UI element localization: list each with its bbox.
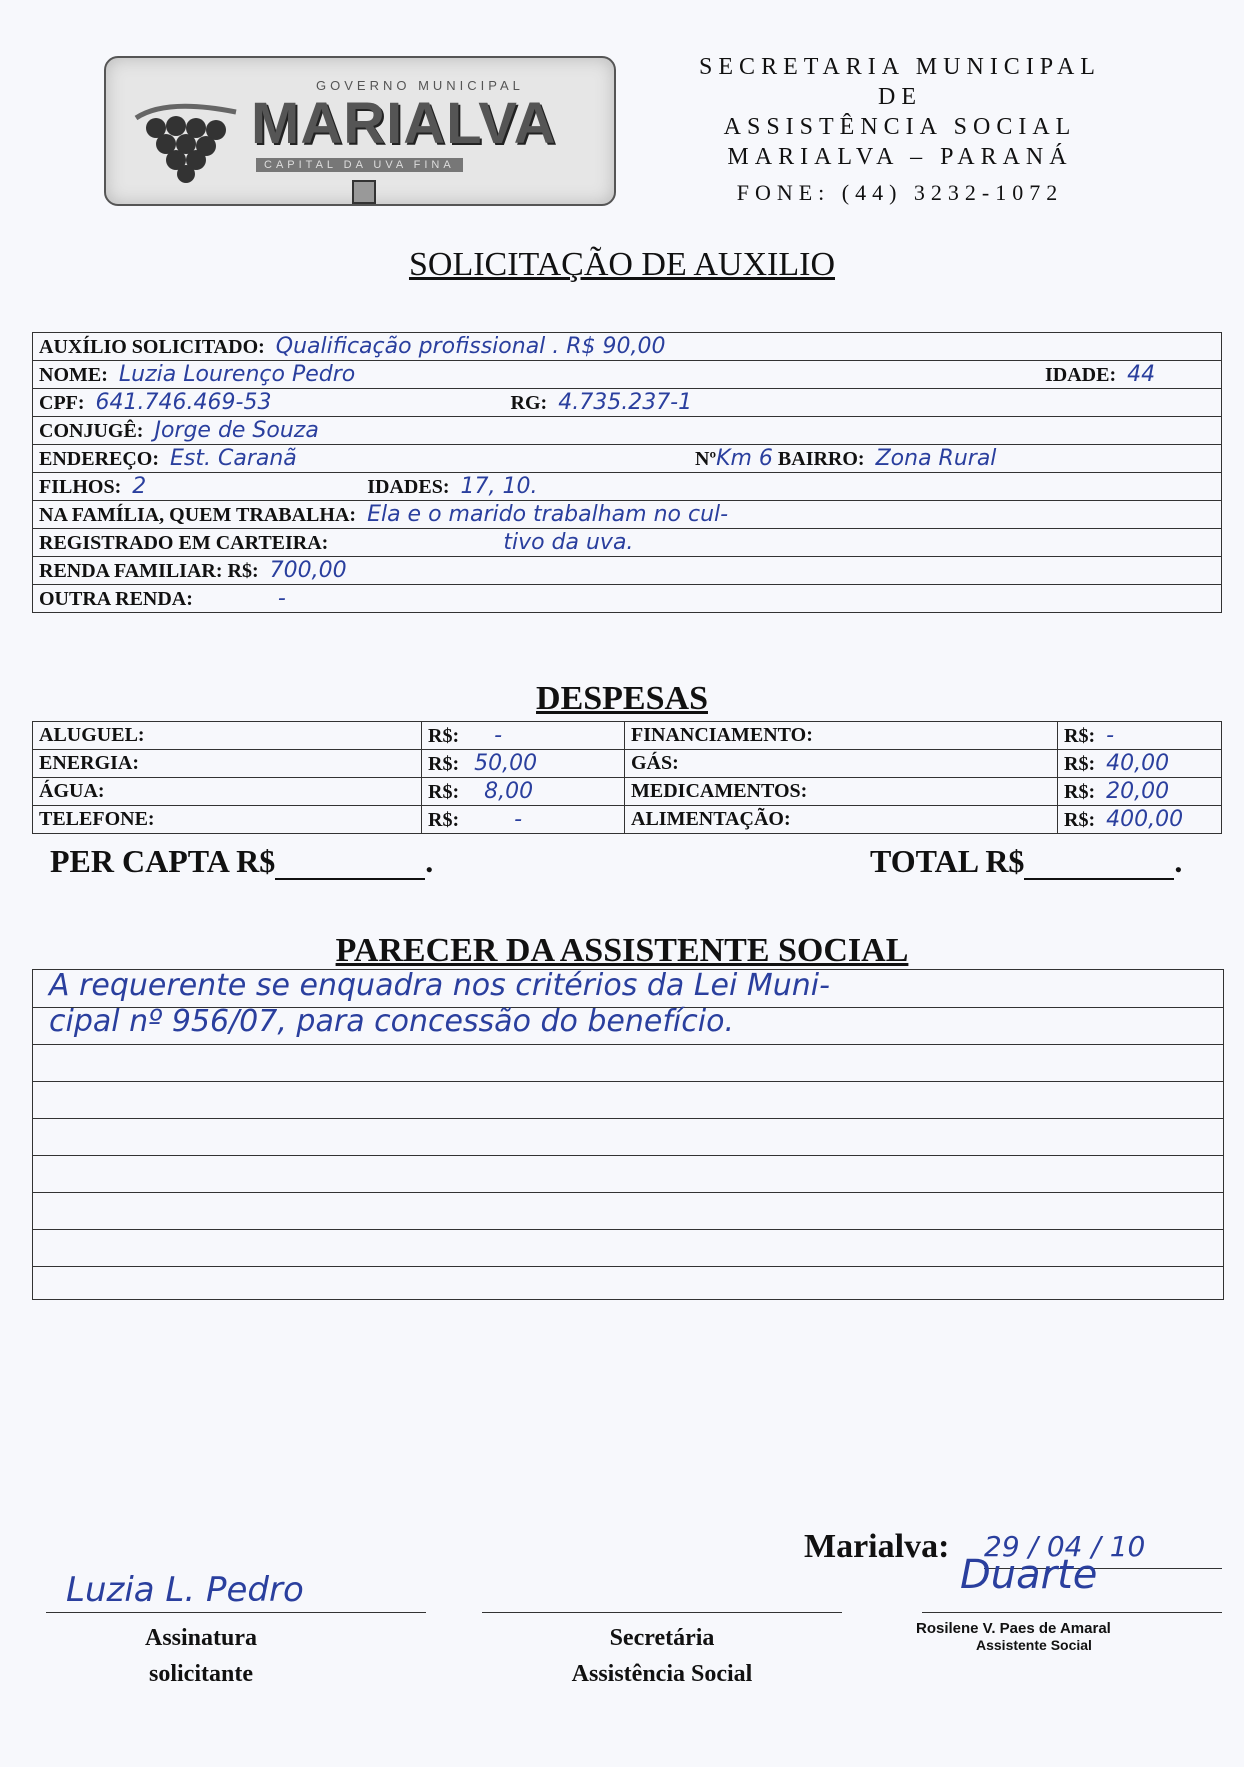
expense-row: [33, 750, 1222, 778]
logo-name: MARIALVA: [251, 91, 557, 156]
row-auxilio: [33, 333, 1222, 361]
expense-row: [33, 806, 1222, 834]
expense-value[interactable]: 20,00: [1106, 779, 1170, 804]
currency-label: R$:: [1064, 809, 1096, 831]
nome-value[interactable]: Luzia Lourenço Pedro: [118, 362, 356, 387]
row-nome: [33, 361, 1222, 389]
row-outra-renda: [33, 585, 1222, 613]
auxilio-value[interactable]: Qualificação profissional . R$ 90,00: [275, 334, 666, 359]
expense-label: GÁS:: [625, 750, 1058, 778]
endereco-label: ENDEREÇO:: [39, 448, 160, 470]
solicitante-caption: [46, 1620, 356, 1692]
currency-label: R$:: [428, 781, 460, 803]
date-label: Marialva:: [804, 1528, 950, 1565]
row-registrado: [33, 529, 1222, 557]
registrado-value[interactable]: tivo da uva.: [503, 530, 634, 555]
currency-label: R$:: [1064, 725, 1096, 747]
parecer-box[interactable]: [32, 969, 1224, 1300]
idades-label: IDADES:: [367, 476, 450, 498]
total-row: TOTAL R$ .: [870, 843, 1183, 879]
currency-label: R$:: [428, 725, 460, 747]
idades-value[interactable]: 17, 10.: [460, 474, 538, 499]
trabalha-label: NA FAMÍLIA, QUEM TRABALHA:: [39, 504, 357, 526]
cpf-value[interactable]: 641.746.469-53: [95, 390, 272, 415]
despesas-title: DESPESAS: [536, 680, 708, 717]
assistente-signature: Duarte: [960, 1552, 1098, 1598]
parecer-title: PARECER DA ASSISTENTE SOCIAL: [335, 932, 909, 969]
expense-row: [33, 722, 1222, 750]
row-conjuge: [33, 417, 1222, 445]
idade-label: IDADE:: [1045, 364, 1117, 386]
secretaria-caption: [482, 1620, 842, 1692]
expense-value[interactable]: -: [1106, 723, 1115, 748]
trabalha-value[interactable]: Ela e o marido trabalham no cul-: [367, 502, 729, 527]
applicant-info-table: [32, 332, 1222, 613]
expense-value[interactable]: 400,00: [1106, 807, 1184, 832]
total-field[interactable]: [1024, 848, 1174, 880]
logo-top-text: GOVERNO MUNICIPAL: [316, 78, 524, 93]
solicitante-caption-2: solicitante: [149, 1661, 253, 1687]
solicitante-caption-1: Assinatura: [144, 1625, 258, 1651]
renda-value[interactable]: 700,00: [269, 558, 347, 583]
date-value[interactable]: 29 / 04 / 10: [984, 1530, 1146, 1563]
expense-label: ALIMENTAÇÃO:: [625, 806, 1058, 834]
header-line-2: DE: [878, 84, 922, 110]
currency-label: R$:: [428, 753, 460, 775]
conjuge-value[interactable]: Jorge de Souza: [154, 418, 319, 443]
row-cpf: [33, 389, 1222, 417]
filhos-label: FILHOS:: [39, 476, 122, 498]
grapes-icon: [126, 98, 246, 188]
total-label: TOTAL R$: [870, 843, 1025, 879]
auxilio-label: AUXÍLIO SOLICITADO:: [39, 336, 265, 358]
expense-label: TELEFONE:: [33, 806, 422, 834]
solicitante-signature: Luzia L. Pedro: [66, 1570, 304, 1610]
nome-label: NOME:: [39, 364, 108, 386]
row-endereco: [33, 445, 1222, 473]
municipal-logo: [104, 56, 616, 206]
row-filhos: [33, 473, 1222, 501]
expense-value[interactable]: 50,00: [474, 751, 538, 776]
expense-label: ENERGIA:: [33, 750, 422, 778]
row-renda: [33, 557, 1222, 585]
rg-label: RG:: [510, 392, 548, 414]
outra-renda-value[interactable]: -: [277, 586, 286, 611]
secretaria-signature-line[interactable]: [482, 1612, 842, 1613]
assistente-stamp-name: Rosilene V. Paes de Amaral: [916, 1620, 1111, 1637]
bairro-label: BAIRRO:: [777, 448, 865, 470]
header-line-4: MARIALVA – PARANÁ: [727, 144, 1073, 170]
form-title: SOLICITAÇÃO DE AUXILIO: [408, 246, 835, 283]
expense-row: [33, 778, 1222, 806]
header-line-3: ASSISTÊNCIA SOCIAL: [723, 114, 1077, 140]
expense-value[interactable]: -: [494, 723, 503, 748]
currency-label: R$:: [1064, 781, 1096, 803]
endereco-value[interactable]: Est. Caranã: [170, 446, 297, 471]
header-line-1: SECRETARIA MUNICIPAL: [699, 54, 1101, 80]
row-trabalha: [33, 501, 1222, 529]
header-phone: FONE: (44) 3232-1072: [736, 180, 1064, 205]
expenses-table: [32, 721, 1222, 834]
expense-value[interactable]: -: [514, 807, 523, 832]
renda-label: RENDA FAMILIAR: R$:: [39, 560, 259, 582]
logo-bottom-text: CAPITAL DA UVA FINA: [256, 158, 463, 172]
outra-renda-label: OUTRA RENDA:: [39, 588, 193, 610]
idade-value[interactable]: 44: [1127, 362, 1156, 387]
expense-label: ALUGUEL:: [33, 722, 422, 750]
currency-label: R$:: [1064, 753, 1096, 775]
cpf-label: CPF:: [39, 392, 85, 414]
secretaria-caption-1: Secretária: [609, 1625, 715, 1651]
registrado-label: REGISTRADO EM CARTEIRA:: [39, 532, 329, 554]
per-capita-row: PER CAPTA R$ .: [50, 843, 434, 879]
currency-label: R$:: [428, 809, 460, 831]
rg-value[interactable]: 4.735.237-1: [558, 390, 693, 415]
conjuge-label: CONJUGÊ:: [39, 420, 144, 442]
parecer-line-2: cipal nº 956/07, para concessão do benefício.: [49, 1004, 734, 1039]
per-capita-label: PER CAPTA R$: [50, 843, 276, 879]
expense-label: ÁGUA:: [33, 778, 422, 806]
filhos-value[interactable]: 2: [132, 474, 147, 499]
crest-icon: [352, 180, 376, 204]
expense-value[interactable]: 8,00: [484, 779, 534, 804]
numero-value[interactable]: Km 6: [716, 446, 773, 471]
secretaria-caption-2: Assistência Social: [571, 1661, 753, 1687]
parecer-line-1: A requerente se enquadra nos critérios da Lei Muni-: [49, 968, 830, 1003]
numero-label: Nº: [695, 448, 717, 470]
bairro-value[interactable]: Zona Rural: [875, 446, 997, 471]
assistente-stamp: [916, 1620, 1156, 1653]
expense-label: FINANCIAMENTO:: [625, 722, 1058, 750]
expense-label: MEDICAMENTOS:: [625, 778, 1058, 806]
expense-value[interactable]: 40,00: [1106, 751, 1170, 776]
assistente-signature-line[interactable]: [922, 1612, 1222, 1613]
solicitante-signature-line[interactable]: [46, 1612, 426, 1613]
assistente-stamp-role: Assistente Social: [976, 1637, 1092, 1653]
per-capita-field[interactable]: [275, 848, 425, 880]
